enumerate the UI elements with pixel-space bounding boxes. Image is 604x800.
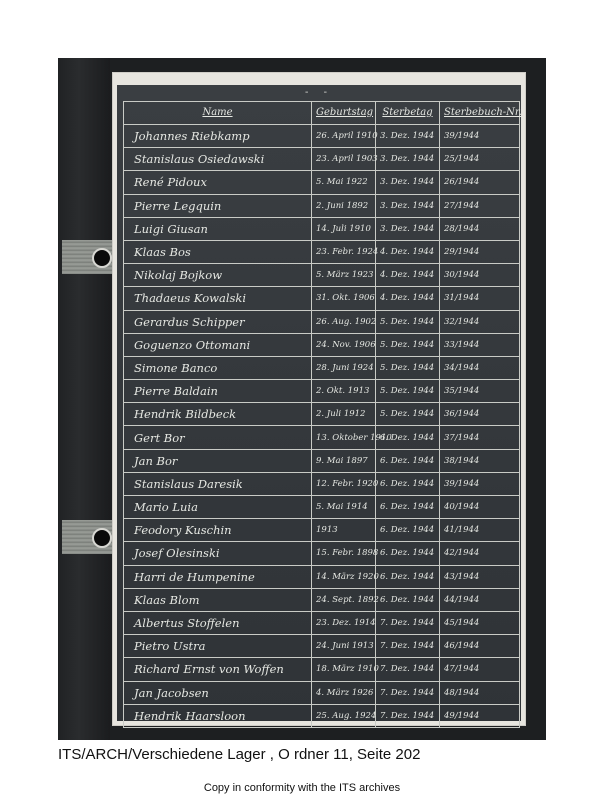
cell-name: Jan Jacobsen <box>124 681 312 704</box>
cell-deathno: 28/1944 <box>440 217 520 240</box>
cell-deathno: 30/1944 <box>440 264 520 287</box>
cell-death: 7. Dez. 1944 <box>376 681 440 704</box>
cell-death: 7. Dez. 1944 <box>376 611 440 634</box>
cell-birth: 12. Febr. 1920 <box>312 472 376 495</box>
table-row <box>124 611 520 634</box>
death-register-table <box>123 101 520 728</box>
cell-deathno: 25/1944 <box>440 148 520 171</box>
table-row <box>124 681 520 704</box>
cell-deathno: 49/1944 <box>440 704 520 727</box>
cell-deathno: 34/1944 <box>440 356 520 379</box>
header-row <box>124 102 520 125</box>
header-death: Sterbetag <box>376 102 440 125</box>
cell-death: 6. Dez. 1944 <box>376 472 440 495</box>
cell-death: 5. Dez. 1944 <box>376 356 440 379</box>
cell-birth: 31. Okt. 1906 <box>312 287 376 310</box>
header-birth: Geburtstag <box>312 102 376 125</box>
punch-hole <box>92 528 112 548</box>
cell-deathno: 37/1944 <box>440 426 520 449</box>
cell-birth: 2. Juni 1892 <box>312 194 376 217</box>
cell-deathno: 48/1944 <box>440 681 520 704</box>
cell-name: Albertus Stoffelen <box>124 611 312 634</box>
cell-birth: 9. Mai 1897 <box>312 449 376 472</box>
photostat-register <box>117 85 521 721</box>
cell-death: 3. Dez. 1944 <box>376 125 440 148</box>
cell-birth: 1913 <box>312 519 376 542</box>
cell-deathno: 42/1944 <box>440 542 520 565</box>
cell-death: 3. Dez. 1944 <box>376 194 440 217</box>
table-row <box>124 565 520 588</box>
table-row <box>124 635 520 658</box>
cell-death: 5. Dez. 1944 <box>376 403 440 426</box>
cell-deathno: 38/1944 <box>440 449 520 472</box>
cell-name: Gert Bor <box>124 426 312 449</box>
table-row <box>124 194 520 217</box>
cell-deathno: 47/1944 <box>440 658 520 681</box>
cell-name: Richard Ernst von Woffen <box>124 658 312 681</box>
cell-birth: 28. Juni 1924 <box>312 356 376 379</box>
cell-deathno: 41/1944 <box>440 519 520 542</box>
binder-strip <box>58 58 110 740</box>
table-row <box>124 496 520 519</box>
cell-birth: 5. März 1923 <box>312 264 376 287</box>
archive-caption: ITS/ARCH/Verschiedene Lager , O rdner 11, Seite 202 <box>58 746 421 763</box>
cell-deathno: 45/1944 <box>440 611 520 634</box>
cell-death: 3. Dez. 1944 <box>376 171 440 194</box>
cell-death: 6. Dez. 1944 <box>376 565 440 588</box>
table-row <box>124 310 520 333</box>
table-row <box>124 449 520 472</box>
cell-deathno: 46/1944 <box>440 635 520 658</box>
cell-name: Josef Olesinski <box>124 542 312 565</box>
table-row <box>124 333 520 356</box>
cell-birth: 2. Okt. 1913 <box>312 380 376 403</box>
header-deathno: Sterbebuch-Nr. <box>440 102 520 125</box>
cell-birth: 24. Nov. 1906 <box>312 333 376 356</box>
cell-name: Pierre Legquin <box>124 194 312 217</box>
table-row <box>124 148 520 171</box>
cell-deathno: 39/1944 <box>440 125 520 148</box>
cell-name: Jan Bor <box>124 449 312 472</box>
table-row <box>124 380 520 403</box>
cell-birth: 26. Aug. 1902 <box>312 310 376 333</box>
cell-birth: 18. März 1910 <box>312 658 376 681</box>
cell-name: Pierre Baldain <box>124 380 312 403</box>
cell-birth: 24. Sept. 1892 <box>312 588 376 611</box>
cell-deathno: 40/1944 <box>440 496 520 519</box>
cell-name: Simone Banco <box>124 356 312 379</box>
cell-deathno: 39/1944 <box>440 472 520 495</box>
table-row <box>124 519 520 542</box>
cell-name: Stanislaus Daresik <box>124 472 312 495</box>
cell-deathno: 36/1944 <box>440 403 520 426</box>
cell-deathno: 29/1944 <box>440 240 520 263</box>
register-body <box>124 125 520 728</box>
cell-death: 6. Dez. 1944 <box>376 588 440 611</box>
cell-deathno: 31/1944 <box>440 287 520 310</box>
cell-death: 5. Dez. 1944 <box>376 380 440 403</box>
table-row <box>124 472 520 495</box>
cell-birth: 13. Oktober 1910 <box>312 426 376 449</box>
cell-deathno: 32/1944 <box>440 310 520 333</box>
cell-birth: 4. März 1926 <box>312 681 376 704</box>
cell-name: Stanislaus Osiedawski <box>124 148 312 171</box>
cell-death: 7. Dez. 1944 <box>376 658 440 681</box>
cell-death: 5. Dez. 1944 <box>376 310 440 333</box>
cell-death: 6. Dez. 1944 <box>376 426 440 449</box>
top-mark: - - <box>305 87 333 98</box>
table-row <box>124 217 520 240</box>
cell-birth: 23. Dez. 1914 <box>312 611 376 634</box>
cell-name: Johannes Riebkamp <box>124 125 312 148</box>
table-row <box>124 287 520 310</box>
cell-deathno: 43/1944 <box>440 565 520 588</box>
cell-death: 5. Dez. 1944 <box>376 333 440 356</box>
cell-name: Mario Luia <box>124 496 312 519</box>
cell-deathno: 27/1944 <box>440 194 520 217</box>
cell-death: 4. Dez. 1944 <box>376 240 440 263</box>
cell-name: Klaas Blom <box>124 588 312 611</box>
cell-name: Thadaeus Kowalski <box>124 287 312 310</box>
cell-name: Harri de Humpenine <box>124 565 312 588</box>
cell-birth: 26. April 1910 <box>312 125 376 148</box>
cell-name: Nikolaj Bojkow <box>124 264 312 287</box>
table-row <box>124 658 520 681</box>
cell-birth: 2. Juli 1912 <box>312 403 376 426</box>
cell-name: Gerardus Schipper <box>124 310 312 333</box>
table-row <box>124 264 520 287</box>
document-sheet <box>112 72 526 726</box>
cell-name: Pietro Ustra <box>124 635 312 658</box>
cell-deathno: 26/1944 <box>440 171 520 194</box>
table-row <box>124 240 520 263</box>
cell-birth: 25. Aug. 1924 <box>312 704 376 727</box>
cell-deathno: 44/1944 <box>440 588 520 611</box>
cell-name: Hendrik Haarsloon <box>124 704 312 727</box>
cell-name: Goguenzo Ottomani <box>124 333 312 356</box>
cell-death: 6. Dez. 1944 <box>376 449 440 472</box>
cell-deathno: 35/1944 <box>440 380 520 403</box>
cell-birth: 23. Febr. 1924 <box>312 240 376 263</box>
cell-name: Hendrik Bildbeck <box>124 403 312 426</box>
table-row <box>124 426 520 449</box>
cell-death: 4. Dez. 1944 <box>376 287 440 310</box>
cell-death: 7. Dez. 1944 <box>376 635 440 658</box>
cell-birth: 15. Febr. 1898 <box>312 542 376 565</box>
punch-hole <box>92 248 112 268</box>
table-row <box>124 125 520 148</box>
cell-birth: 5. Mai 1922 <box>312 171 376 194</box>
cell-death: 6. Dez. 1944 <box>376 496 440 519</box>
cell-birth: 14. Juli 1910 <box>312 217 376 240</box>
cell-name: René Pidoux <box>124 171 312 194</box>
cell-death: 6. Dez. 1944 <box>376 542 440 565</box>
cell-death: 4. Dez. 1944 <box>376 264 440 287</box>
table-row <box>124 171 520 194</box>
cell-death: 3. Dez. 1944 <box>376 148 440 171</box>
cell-death: 3. Dez. 1944 <box>376 217 440 240</box>
cell-name: Klaas Bos <box>124 240 312 263</box>
cell-deathno: 33/1944 <box>440 333 520 356</box>
table-row <box>124 704 520 727</box>
cell-birth: 23. April 1903 <box>312 148 376 171</box>
cell-birth: 14. März 1920 <box>312 565 376 588</box>
table-row <box>124 403 520 426</box>
cell-name: Luigi Giusan <box>124 217 312 240</box>
cell-birth: 5. Mai 1914 <box>312 496 376 519</box>
conformity-footer: Copy in conformity with the ITS archives <box>203 782 401 794</box>
header-name: Name <box>124 102 312 125</box>
cell-birth: 24. Juni 1913 <box>312 635 376 658</box>
cell-name: Feodory Kuschin <box>124 519 312 542</box>
table-row <box>124 542 520 565</box>
table-row <box>124 588 520 611</box>
cell-death: 6. Dez. 1944 <box>376 519 440 542</box>
table-row <box>124 356 520 379</box>
cell-death: 7. Dez. 1944 <box>376 704 440 727</box>
